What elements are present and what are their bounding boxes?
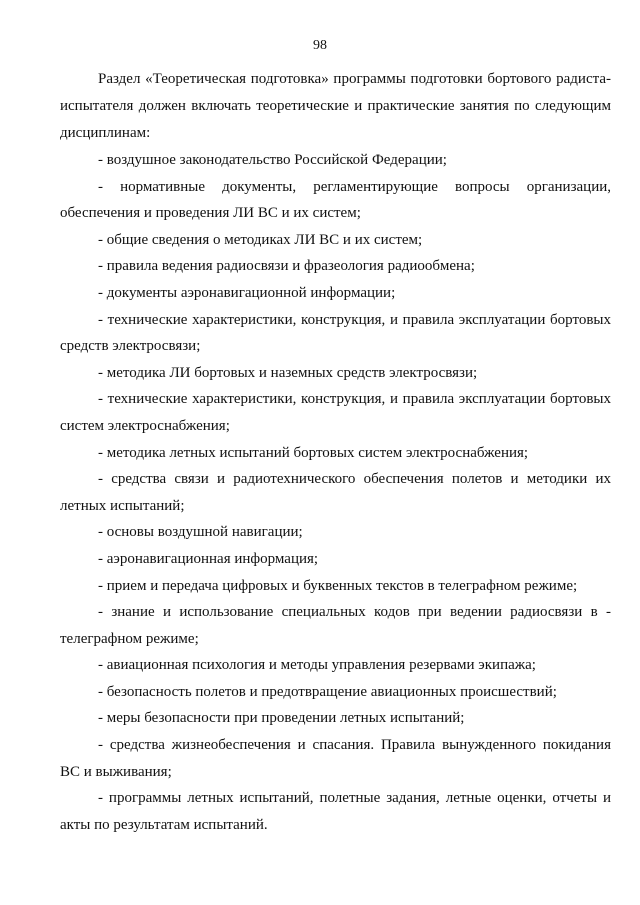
list-item-comm-test-methods: - методика ЛИ бортовых и наземных средств электросвязи; — [98, 364, 478, 381]
list-item-survival: - средства жизнеобеспечения и спасания. Правила вынужденного покидания ВС и выживания; — [60, 737, 611, 780]
page-number: 98 — [313, 38, 327, 53]
list-item-comm-equipment: - технические характеристики, конструкция, и правила эксплуатации бортовых средств электросвязи; — [60, 311, 611, 355]
list-item-power-systems: - технические характеристики, конструкция, и правила эксплуатации бортовых систем электроснабжения; — [60, 391, 611, 434]
list-item-telegraph-texts: - прием и передача цифровых и буквенных текстов в телеграфном режиме; — [98, 577, 578, 594]
list-item-radio-rules: - правила ведения радиосвязи и фразеология радиообмена; — [98, 258, 475, 275]
list-item-legislation: - воздушное законодательство Российской Федерации; — [98, 152, 447, 168]
list-item-power-test-methods: - методика летных испытаний бортовых систем электроснабжения; — [98, 444, 529, 461]
list-item-aip-documents: - документы аэронавигационной информации; — [98, 284, 396, 301]
list-item-special-codes: - знание и использование специальных кодов при ведении радиосвязи в - телеграфном режиме; — [60, 604, 611, 647]
list-item-navigation-basics: - основы воздушной навигации; — [98, 524, 303, 541]
list-item-aeronautical-info: - аэронавигационная информация; — [98, 550, 319, 567]
intro-paragraph: Раздел «Теоретическая подготовка» программы подготовки бортового радиста-испытателя должен включать теоретические и практические занятия по следующим дисциплинам: — [60, 71, 611, 141]
list-item-flight-safety: - безопасность полетов и предотвращение авиационных происшествий; — [98, 683, 557, 700]
document-body — [60, 66, 611, 838]
list-item-test-programs: - программы летных испытаний, полетные задания, летные оценки, отчеты и акты по результатам испытаний. — [60, 790, 611, 833]
list-item-radio-support: - средства связи и радиотехнического обеспечения полетов и методики их летных испытаний; — [60, 471, 611, 514]
list-item-test-methods: - общие сведения о методиках ЛИ ВС и их систем; — [98, 231, 423, 248]
list-item-normative-documents: - нормативные документы, регламентирующие вопросы организации, обеспечения и проведения ЛИ ВС и их систем; — [60, 178, 611, 222]
list-item-test-safety: - меры безопасности при проведении летных испытаний; — [98, 710, 465, 727]
list-item-crew-resource: - авиационная психология и методы управления резервами экипажа; — [98, 657, 536, 674]
